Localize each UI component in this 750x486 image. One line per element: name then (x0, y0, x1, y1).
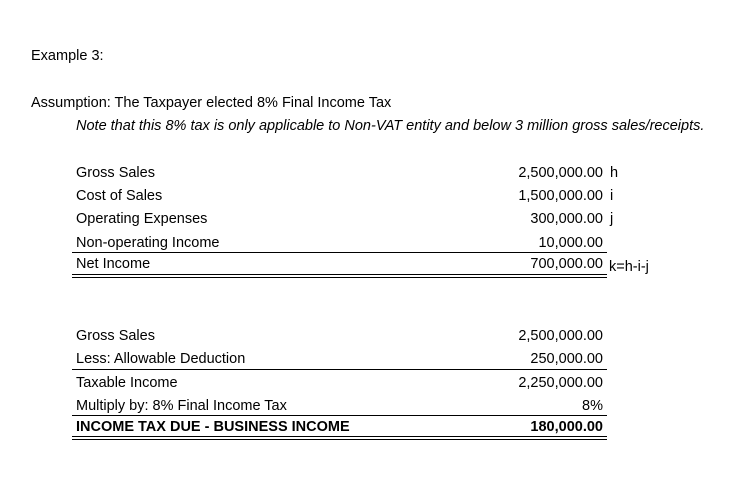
table1-row-value: 300,000.00 (530, 211, 603, 227)
income-tax-due-value: 180,000.00 (530, 419, 603, 435)
total-double-rule-top (72, 436, 607, 437)
net-income-value: 700,000.00 (530, 256, 603, 272)
table2-row-label: Less: Allowable Deduction (76, 351, 246, 367)
table1-row-tag: i (610, 188, 614, 204)
example-heading: Example 3: (31, 48, 104, 64)
table1-row-value: 10,000.00 (538, 235, 603, 251)
table2-row-value: 250,000.00 (530, 351, 603, 367)
table2-row-value: 2,500,000.00 (518, 328, 603, 344)
table1-row-tag: j (610, 211, 614, 227)
table1-row-label: Operating Expenses (76, 211, 208, 227)
table2-row-label: Gross Sales (76, 328, 155, 344)
table1-row-label: Gross Sales (76, 165, 155, 181)
assumption-text: Assumption: The Taxpayer elected 8% Final Income Tax (31, 95, 392, 111)
net-income-label: Net Income (76, 256, 151, 272)
table2-row-label: Taxable Income (76, 375, 178, 391)
net-income-formula: k=h-i-j (609, 259, 649, 275)
total-double-rule-bottom (72, 439, 607, 440)
note-text: Note that this 8% tax is only applicable to Non-VAT entity and below 3 million gross sales/receipts. (76, 118, 705, 134)
total-double-rule-top (72, 274, 607, 275)
table1-row-tag: h (610, 165, 619, 181)
table1-row-value: 1,500,000.00 (518, 188, 603, 204)
subtotal-rule (72, 252, 607, 253)
table2-row-label: Multiply by: 8% Final Income Tax (76, 398, 287, 414)
total-double-rule-bottom (72, 277, 607, 278)
table1-row-value: 2,500,000.00 (518, 165, 603, 181)
table2-row-value: 2,250,000.00 (518, 375, 603, 391)
subtotal-rule (72, 369, 607, 370)
income-tax-due-label: INCOME TAX DUE - BUSINESS INCOME (76, 419, 350, 435)
table1-row-label: Non-operating Income (76, 235, 220, 251)
table1-row-label: Cost of Sales (76, 188, 163, 204)
subtotal-rule (72, 415, 607, 416)
table2-row-value: 8% (582, 398, 603, 414)
